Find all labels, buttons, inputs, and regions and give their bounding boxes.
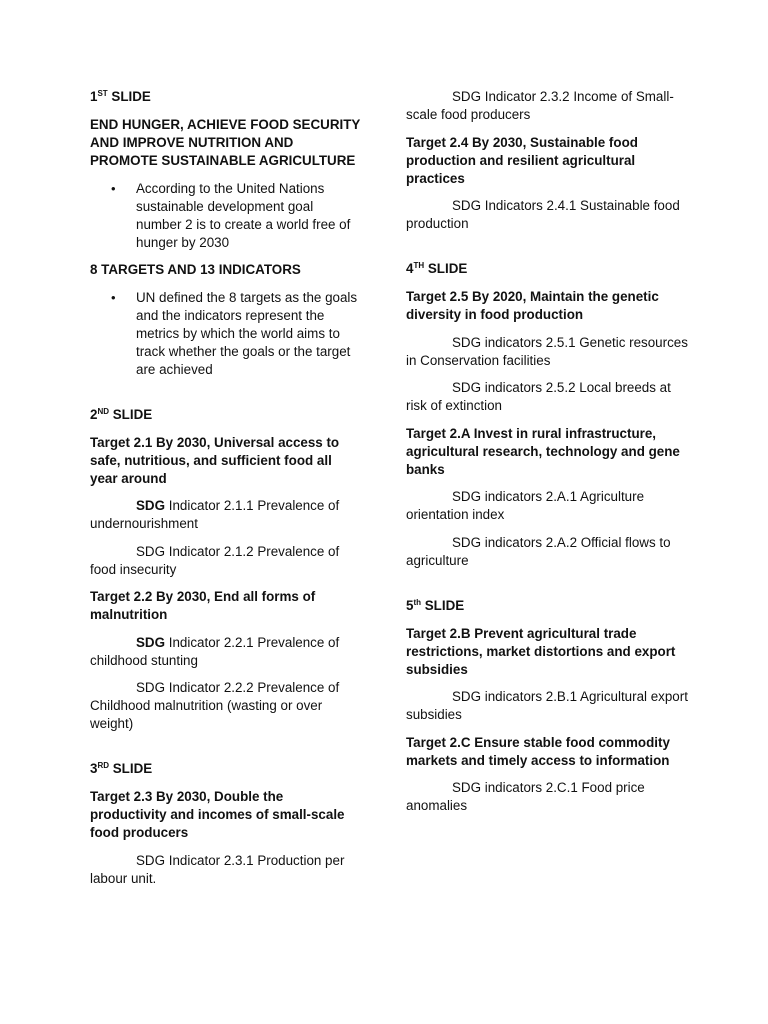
indicator-2-c-1: SDG indicators 2.C.1 Food price anomalies	[406, 780, 645, 813]
slide-3-heading	[90, 760, 362, 778]
left-column	[90, 88, 362, 897]
slide-2-ordinal-suffix: ND	[97, 406, 110, 416]
indicator-2-5-2: SDG indicators 2.5.2 Local breeds at risk of extinction	[406, 380, 671, 413]
indicator-sdg-label: SDG	[136, 498, 166, 513]
slide-3-ordinal-suffix: RD	[97, 761, 110, 770]
slide-4-heading	[406, 260, 688, 278]
indicator-2-1-1	[90, 497, 362, 533]
indicator-2-b-1: SDG indicators 2.B.1 Agricultural export subsidies	[406, 689, 688, 722]
bullet-item	[90, 180, 362, 252]
indicator-2-3-2: SDG Indicator 2.3.2 Income of Small-scale food producers	[406, 89, 674, 122]
target-2-a: Target 2.A Invest in rural infrastructure, agricultural research, technology and gene banks	[406, 425, 680, 477]
indicator-2-4-1: SDG Indicators 2.4.1 Sustainable food production	[406, 198, 680, 231]
indicator-text: Indicator 2.2.1 Prevalence of childhood stunting	[90, 634, 340, 668]
slide-5-number: 5	[406, 597, 414, 613]
bullet-item	[90, 289, 362, 379]
target-2-3: Target 2.3 By 2030, Double the productivity and incomes of small-scale food producers	[90, 789, 345, 840]
indicator-2-a-1: SDG indicators 2.A.1 Agriculture orientation index	[406, 489, 645, 522]
slide-2-word: SLIDE	[112, 406, 153, 422]
slide-1-heading	[90, 88, 362, 106]
target-2-5: Target 2.5 By 2020, Maintain the genetic diversity in food production	[406, 289, 659, 322]
target-2-2: Target 2.2 By 2030, End all forms of malnutrition	[90, 589, 316, 622]
targets-indicators-heading: 8 TARGETS AND 13 INDICATORS	[90, 262, 301, 277]
slide-1-ordinal-suffix: ST	[97, 89, 108, 98]
bullet-text: According to the United Nations sustainable development goal number 2 is to create a world free of hunger by 2030	[136, 180, 351, 250]
slide-5-ordinal-suffix: th	[413, 597, 422, 607]
slide-4-ordinal-suffix: TH	[413, 261, 425, 270]
indicator-2-3-1: SDG Indicator 2.3.1 Production per labour unit.	[90, 852, 345, 886]
indicator-2-2-2: SDG Indicator 2.2.2 Prevalence of Childhood malnutrition (wasting or over weight)	[90, 680, 340, 731]
indicator-text: Indicator 2.1.1 Prevalence of undernourishment	[90, 498, 340, 531]
indicator-2-a-2: SDG indicators 2.A.2 Official flows to agriculture	[406, 534, 671, 568]
goal-title: END HUNGER, ACHIEVE FOOD SECURITY AND IMPROVE NUTRITION AND PROMOTE SUSTAINABLE AGRICULTURE	[90, 117, 361, 168]
slide-4-word: SLIDE	[427, 261, 468, 276]
indicator-2-5-1: SDG indicators 2.5.1 Genetic resources in Conservation facilities	[406, 334, 688, 368]
indicator-2-2-1	[90, 634, 362, 670]
target-2-1: Target 2.1 By 2030, Universal access to safe, nutritious, and sufficient food all year around	[90, 434, 340, 486]
bullet-icon: •	[111, 289, 116, 305]
target-2-c: Target 2.C Ensure stable food commodity markets and timely access to information	[406, 734, 670, 768]
slide-2-number: 2	[90, 406, 98, 422]
slide-5-word: SLIDE	[424, 597, 465, 613]
target-2-b: Target 2.B Prevent agricultural trade restrictions, market distortions and export subsidies	[406, 625, 676, 677]
slide-5-heading	[406, 597, 688, 615]
slide-3-word: SLIDE	[112, 761, 153, 776]
indicator-sdg-label: SDG	[136, 634, 166, 650]
slide-1-number: 1	[90, 89, 98, 104]
bullet-icon: •	[111, 180, 116, 196]
indicator-2-1-2: SDG Indicator 2.1.2 Prevalence of food insecurity	[90, 543, 340, 577]
right-column	[406, 88, 688, 825]
bullet-text: UN defined the 8 targets as the goals and the indicators represent the metrics by which the world aims to track whether the goals or the target are achieved	[136, 289, 358, 377]
target-2-4: Target 2.4 By 2030, Sustainable food production and resilient agricultural practices	[406, 134, 638, 186]
slide-1-word: SLIDE	[111, 89, 151, 104]
slide-2-heading	[90, 406, 362, 424]
slide-3-number: 3	[90, 761, 98, 776]
slide-4-number: 4	[406, 261, 414, 276]
